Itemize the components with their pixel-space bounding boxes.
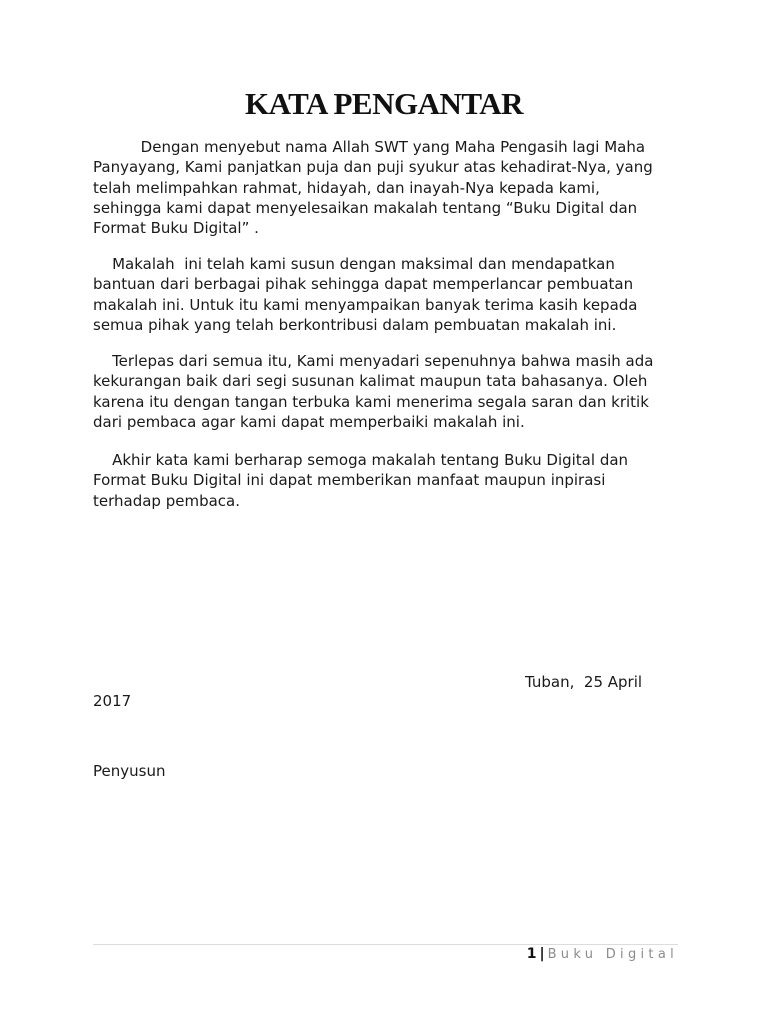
date-year: 2017 xyxy=(93,692,132,710)
paragraph-closing: Akhir kata kami berharap semoga makalah tentang Buku Digital dan Format Buku Digital ini dapat memberikan manfaat maupun inpirasi terhadap pembaca. xyxy=(93,451,629,510)
author-label: Penyusun xyxy=(93,762,166,780)
paragraph-limitations: Terlepas dari semua itu, Kami menyadari sepenuhnya bahwa masih ada kekurangan baik dari segi susunan kalimat maupun tata bahasanya. Oleh karena itu dengan tangan terbuka kami menerima segala saran dan kritik dari pembaca agar kami dapat memperbaiki makalah ini. xyxy=(93,352,654,431)
page-footer xyxy=(527,946,678,962)
paragraph-opening: Dengan menyebut nama Allah SWT yang Maha Pengasih lagi Maha Panyayang, Kami panjatkan puja dan puji syukur atas kehadirat-Nya, yang telah melimpahkan rahmat, hidayah, dan inayah-Nya kepada kami, sehingga kami dapat menyelesaikan makalah tentang “Buku Digital dan Format Buku Digital” . xyxy=(93,138,653,238)
page-number: 1 xyxy=(526,946,537,962)
footer-divider xyxy=(93,944,678,945)
place-date: Tuban, 25 April xyxy=(525,673,643,691)
paragraph-acknowledgement: Makalah ini telah kami susun dengan maksimal dan mendapatkan bantuan dari berbagai pihak sehingga dapat memperlancar pembuatan makalah ini. Untuk itu kami menyampaikan banyak terima kasih kepada semua pihak yang telah berkontribusi dalam pembuatan makalah ini. xyxy=(93,255,638,334)
footer-separator: | xyxy=(539,946,545,962)
footer-title: Buku Digital xyxy=(547,947,678,962)
page-title: KATA PENGANTAR xyxy=(244,86,524,121)
